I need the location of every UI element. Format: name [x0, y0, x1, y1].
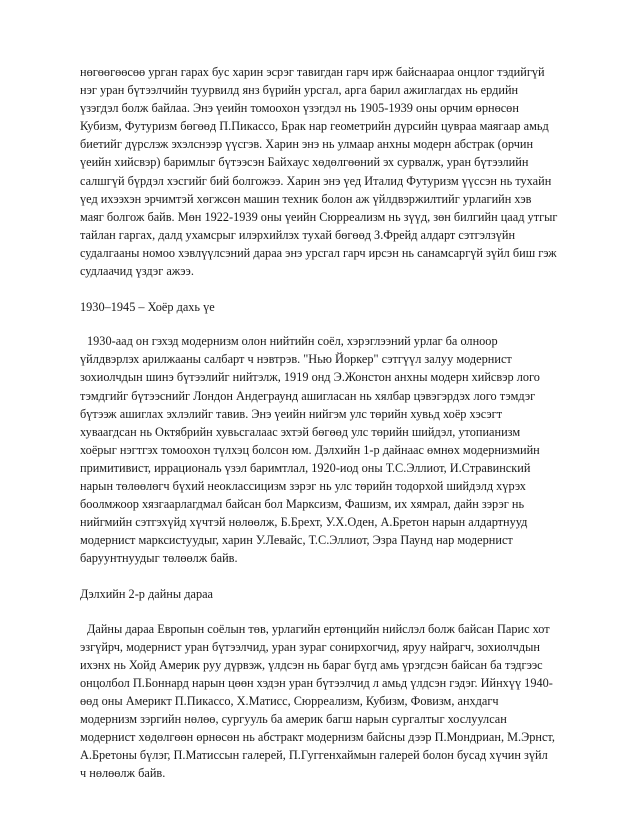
paragraph-intro — [80, 63, 570, 280]
text-line: биетийг дүрслэж эхэлснээр үүсгэв. Харин энэ нь улмаар анхны модерн абстрак (орчин — [80, 137, 534, 152]
text-line: Кубизм, Футуризм бөгөөд П.Пикассо, Брак нар геометрийн дүрсийн цувраа маягаар амьд — [80, 119, 549, 134]
text-line: судалгааны номоо хэвлүүлсэний дараа энэ урсгал гарч ирсэн нь санамсаргүй зүйл биш гэж — [80, 245, 557, 260]
text-line: баруунтнуудыг төлөөлж байв. — [80, 551, 238, 566]
text-line: Дайны дараа Европын соёлын төв, урлагийн ертөнцийн нийслэл болж байсан Парис хот — [87, 621, 550, 636]
text-line: нийгмийн сэтгэхүйд хүчтэй нөлөөлж, Б.Брехт, У.Х.Оден, А.Бретон нарын алдартнууд — [80, 515, 528, 530]
text-line: өөд оны Америкт П.Пикассо, Х.Матисс, Сюрреализм, Кубизм, Фовизм, анхдагч — [80, 693, 499, 708]
text-line: модернизм зэргийн нөлөө, сургууль ба америк багш нарын сургалтыг хослуулсан — [80, 712, 507, 726]
text-line: ч нөлөөлж байв. — [80, 766, 166, 781]
section-heading-post-ww2: Дэлхийн 2-р дайны дараа — [80, 587, 214, 602]
text-line: үед ихээхэн эрчимтэй хөгжсөн машин техник болон аж үйлдвэржилтийг урлагийн хэв — [80, 191, 532, 206]
text-line: хоёрыг нэгтгэх томоохон түлхэц болсон юм. Дэлхийн 1-р дайнаас өмнөх модернизмийн — [80, 442, 540, 457]
text-line: ихэнх нь Хойд Америк руу дүрвэж, үлдсэн нь бараг бүгд амь үрэгдсэн байсан ба тэдгээс — [80, 657, 543, 672]
text-line: судлаачид үздэг ажээ. — [80, 264, 194, 279]
text-line: боолмжоор хязгаарлагдмал байсан бол Марксизм, Фашизм, их хямрал, дайн зэрэг нь — [80, 497, 525, 512]
section-heading-1930-1945: 1930–1945 – Хоёр дахь үе — [80, 300, 215, 315]
text-line: үйлдвэрлэх арилжааны салбарт ч нэвтрэв. "Нью Йоркер" сэтгүүл залуу модернист — [80, 352, 512, 367]
text-line: нэг уран бүтээлчийн туурвилд янз бүрийн урсгал, арга барил ажиглагдах нь ердийн — [80, 83, 519, 98]
text-line: онцолбол П.Боннард нарын цөөн хэдэн уран бүтээлчид л амьд үлдсэн гэдэг. Ийнхүү 1940- — [80, 675, 553, 690]
text-line: тэмдгийг бүтээснийг Лондон Андеграунд ашигласан нь хялбар цэвэгэрдэх лого тэмдэг — [80, 388, 536, 403]
text-line: А.Бретоны бүлэг, П.Матиссын галерей, П.Гуггенхаймын галерей болон бусад хүчин зүйл — [80, 748, 548, 763]
text-line: примитивист, иррациональ үзэл баримтлал, 1920-иод оны Т.С.Эллиот, И.Стравинский — [80, 460, 531, 475]
text-line: нарын төлөөлөгч бүхий неоклассицизм зэрэг нь улс төрийн тодорхой шийдэлд хүрэх — [80, 478, 526, 493]
paragraph-post-ww2 — [80, 620, 570, 783]
text-line: эзгүйрч, модернист уран бүтээлчид, уран зураг сонирхогчид, яруу найрагч, зохиолчдын — [80, 639, 540, 654]
text-line: зохиолчдын шинэ бүтээлийг нийтэлж, 1919 онд Э.Жонстон анхны модерн хийсвэр лого — [80, 370, 540, 385]
text-line: хуваагдсан нь Октябрийн хувьсгалаас эхтэй бөгөөд улс төрийн шийдэл, утопианизм — [80, 424, 521, 439]
text-line: нөгөөгөөсөө урган гарах бус харин эсрэг тавигдан гарч ирж байснаараа онцлог тэдийгүй — [80, 65, 545, 79]
paragraph-1930-1945 — [80, 332, 570, 567]
text-line: маяг болгож байв. Мөн 1922-1939 оны үеийн Сюрреализм нь зүүд, зөн билгийн цаад утгыг — [80, 209, 558, 224]
text-line: үзэгдэл болж байлаа. Энэ үеийн томоохон үзэгдэл нь 1905-1939 оны орчим өрнөсөн — [80, 101, 519, 116]
text-line: 1930-аад он гэхэд модернизм олон нийтийн соёл, хэрэглээний урлаг ба олноор — [87, 334, 498, 349]
text-line: тайлан гаргах, далд ухамсрыг илэрхийлэх тухай бөгөөд З.Фрейд алдарт сэтгэлзүйн — [80, 227, 516, 242]
text-line: салшгүй бүрдэл хэсгийг бий болгожээ. Харин энэ үед Италид Футуризм үүссэн нь тухайн — [80, 173, 552, 188]
text-line: модернист хөдөлгөөн өрнөсөн нь абстракт модернизм байсны дээр П.Мондриан, М.Эрнст, — [80, 730, 555, 745]
text-line: үеийн хийсвэр) баримлыг бүтээсэн Байхаус хөдөлгөөний эх сурвалж, уран бүтээлийн — [80, 155, 529, 170]
text-line: бүтээж ашиглах эхлэлийг тавив. Энэ үеийн нийгэм улс төрийн хувьд хоёр хэсэгт — [80, 406, 503, 421]
text-line: модернист марксистуудыг, харин У.Левайс, Т.С.Эллиот, Эзра Паунд нар модернист — [80, 533, 513, 548]
